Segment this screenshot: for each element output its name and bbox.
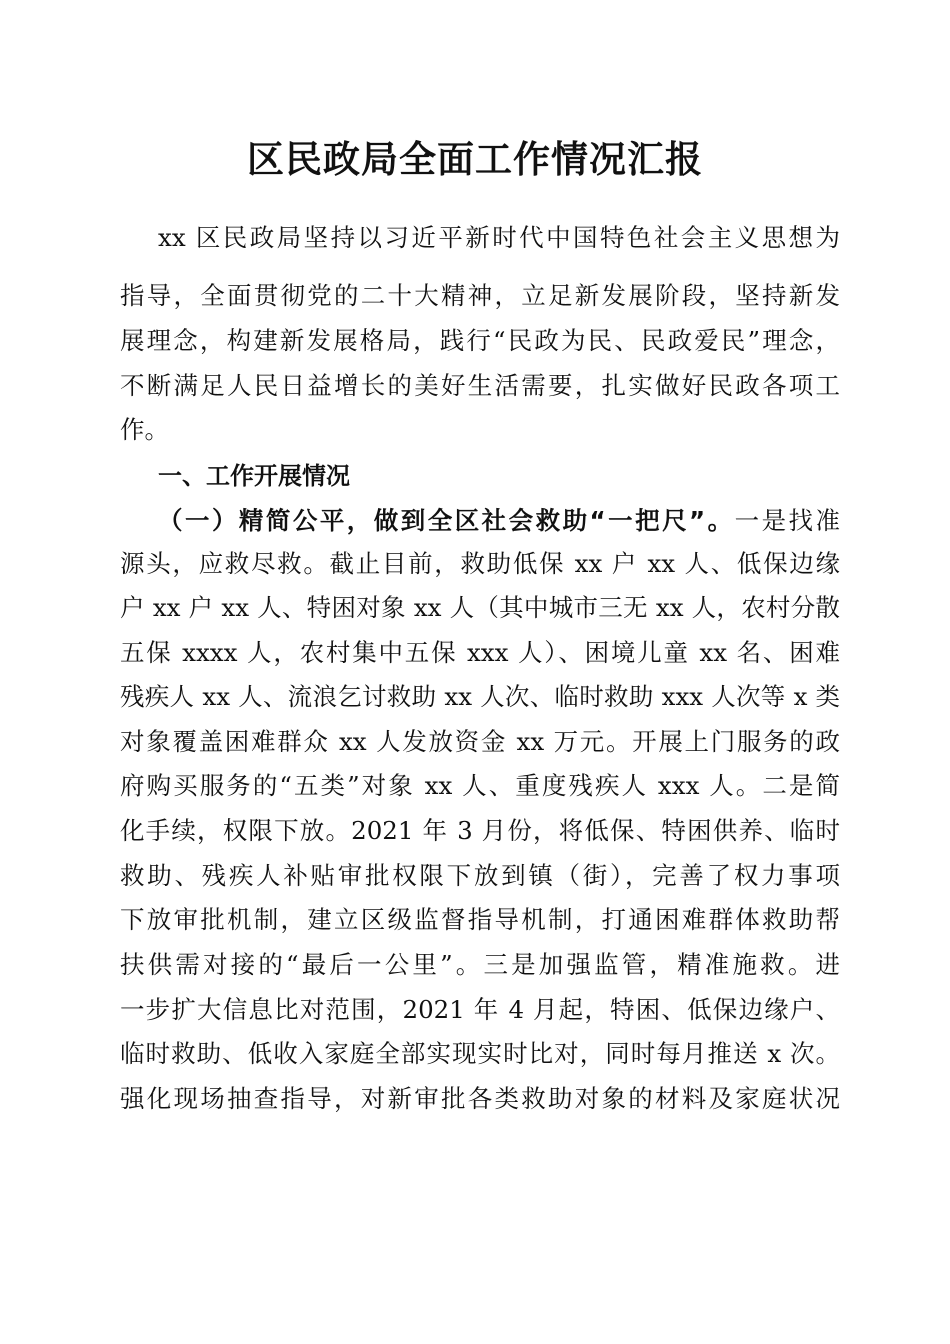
body-line: 扶供需对接的“最后一公里”。三是加强监管，精准施救。进 — [120, 950, 840, 979]
body-line: 一步扩大信息比对范围，2021 年 4 月起，特困、低保边缘户、 — [120, 995, 840, 1024]
intro-line: 展理念，构建新发展格局，践行“民政为民、民政爱民”理念， — [120, 326, 840, 355]
intro-line: xx 区民政局坚持以习近平新时代中国特色社会主义思想为 — [158, 223, 840, 252]
intro-line: 不断满足人民日益增长的美好生活需要，扎实做好民政各项工 — [120, 371, 840, 400]
body-line: 临时救助、低收入家庭全部实现实时比对，同时每月推送 x 次。 — [120, 1039, 840, 1068]
body-line: 救助、残疾人补贴审批权限下放到镇（街），完善了权力事项 — [120, 861, 840, 890]
body-line: 府购买服务的“五类”对象 xx 人、重度残疾人 xxx 人。二是简 — [120, 771, 840, 800]
body-line: 化手续，权限下放。2021 年 3 月份，将低保、特困供养、临时 — [120, 816, 840, 845]
body-line: 强化现场抽查指导，对新审批各类救助对象的材料及家庭状况 — [120, 1084, 840, 1113]
body-line: 对象覆盖困难群众 xx 人发放资金 xx 万元。开展上门服务的政 — [120, 727, 840, 756]
intro-line: 指导，全面贯彻党的二十大精神，立足新发展阶段，坚持新发 — [120, 281, 840, 310]
subsection-first-line — [158, 501, 840, 541]
subsection-first-line-text: 一是找准 — [734, 506, 841, 535]
body-line: 户 xx 户 xx 人、特困对象 xx 人（其中城市三无 xx 人，农村分散 — [120, 593, 840, 622]
subsection-title: （一）精简公平，做到全区社会救助“一把尺”。 — [158, 506, 735, 535]
section-heading: 一、工作开展情况 — [158, 462, 350, 490]
body-line: 残疾人 xx 人、流浪乞讨救助 xx 人次、临时救助 xxx 人次等 x 类 — [120, 682, 840, 711]
intro-line: 作。 — [120, 415, 169, 444]
document-title: 区民政局全面工作情况汇报 — [247, 137, 703, 181]
body-line: 源头，应救尽救。截止目前，救助低保 xx 户 xx 人、低保边缘 — [120, 549, 840, 578]
body-line: 下放审批机制，建立区级监督指导机制，打通困难群体救助帮 — [120, 905, 840, 934]
body-line: 五保 xxxx 人，农村集中五保 xxx 人）、困境儿童 xx 名、困难 — [120, 638, 840, 667]
